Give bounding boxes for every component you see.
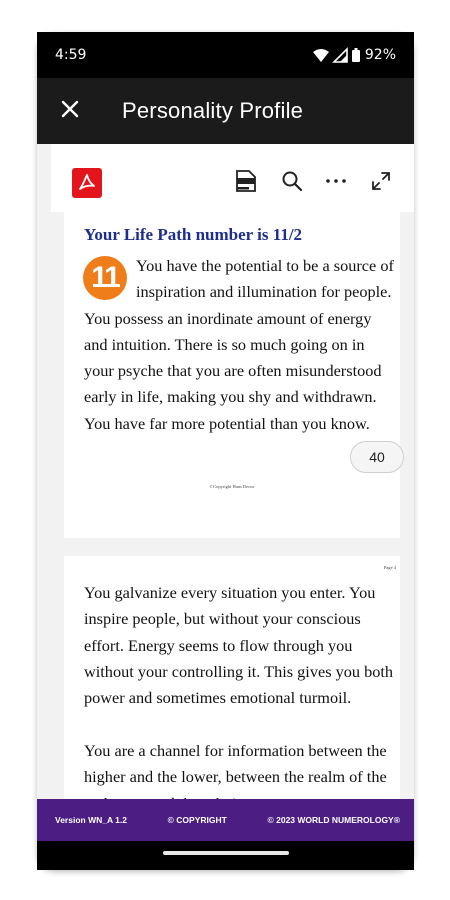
- app-bar: [37, 78, 414, 144]
- battery-percent: 92%: [364, 47, 396, 63]
- paragraph: You are a channel for information between the higher and the lower, between the realm of the: [84, 741, 387, 787]
- page-label: Page 4: [383, 565, 396, 570]
- life-path-description: [84, 253, 396, 437]
- footer-bar: [37, 799, 414, 841]
- status-time: 4:59: [55, 47, 87, 63]
- more-options-icon[interactable]: [323, 168, 349, 194]
- search-icon[interactable]: [279, 168, 305, 194]
- navigation-bar: [37, 841, 414, 870]
- page-copyright: ©Copyright Hans Decoz: [209, 484, 255, 489]
- pdf-page: [64, 212, 400, 538]
- paragraph: You galvanize every situation you enter. You inspire people, but without your conscious effort. Energy seems to flow through you without your controlling it. This gives you both power and sometimes emotional turmoil.: [84, 583, 394, 708]
- pdf-viewer[interactable]: [37, 144, 414, 799]
- home-indicator[interactable]: [163, 851, 289, 855]
- fullscreen-icon[interactable]: [368, 168, 394, 194]
- close-icon: [61, 100, 79, 123]
- life-path-number-badge: 11: [83, 256, 127, 300]
- version-label: Version WN_A 1.2: [55, 815, 127, 825]
- status-bar: [37, 32, 414, 78]
- badge-spacer: [84, 253, 136, 305]
- pdf-page: [64, 556, 400, 816]
- pdf-toolbar: [51, 144, 414, 212]
- copyright-label: © COPYRIGHT: [167, 815, 227, 825]
- life-path-heading: Your Life Path number is 11/2: [84, 225, 303, 244]
- life-path-paragraph: You have the potential to be a source of inspiration and illumination for people. You possess an inordinate amount of energy and intuition. There is so much going on in your psyche that you are often misunderstood early in life, making you shy and withdrawn. You have far more potential than you know.: [84, 256, 394, 433]
- page-number-indicator[interactable]: 40: [350, 441, 404, 473]
- battery-icon: [352, 48, 360, 62]
- phone-frame: [37, 32, 414, 870]
- close-button[interactable]: [37, 78, 103, 144]
- status-icons: [313, 47, 396, 63]
- page-layout-icon[interactable]: [233, 168, 259, 194]
- wifi-icon: [313, 49, 329, 62]
- cellular-signal-icon: [334, 49, 347, 62]
- page-title: Personality Profile: [122, 98, 304, 123]
- owner-label: © 2023 WORLD NUMEROLOGY®: [267, 815, 400, 825]
- pdf-logo-icon: [72, 168, 102, 198]
